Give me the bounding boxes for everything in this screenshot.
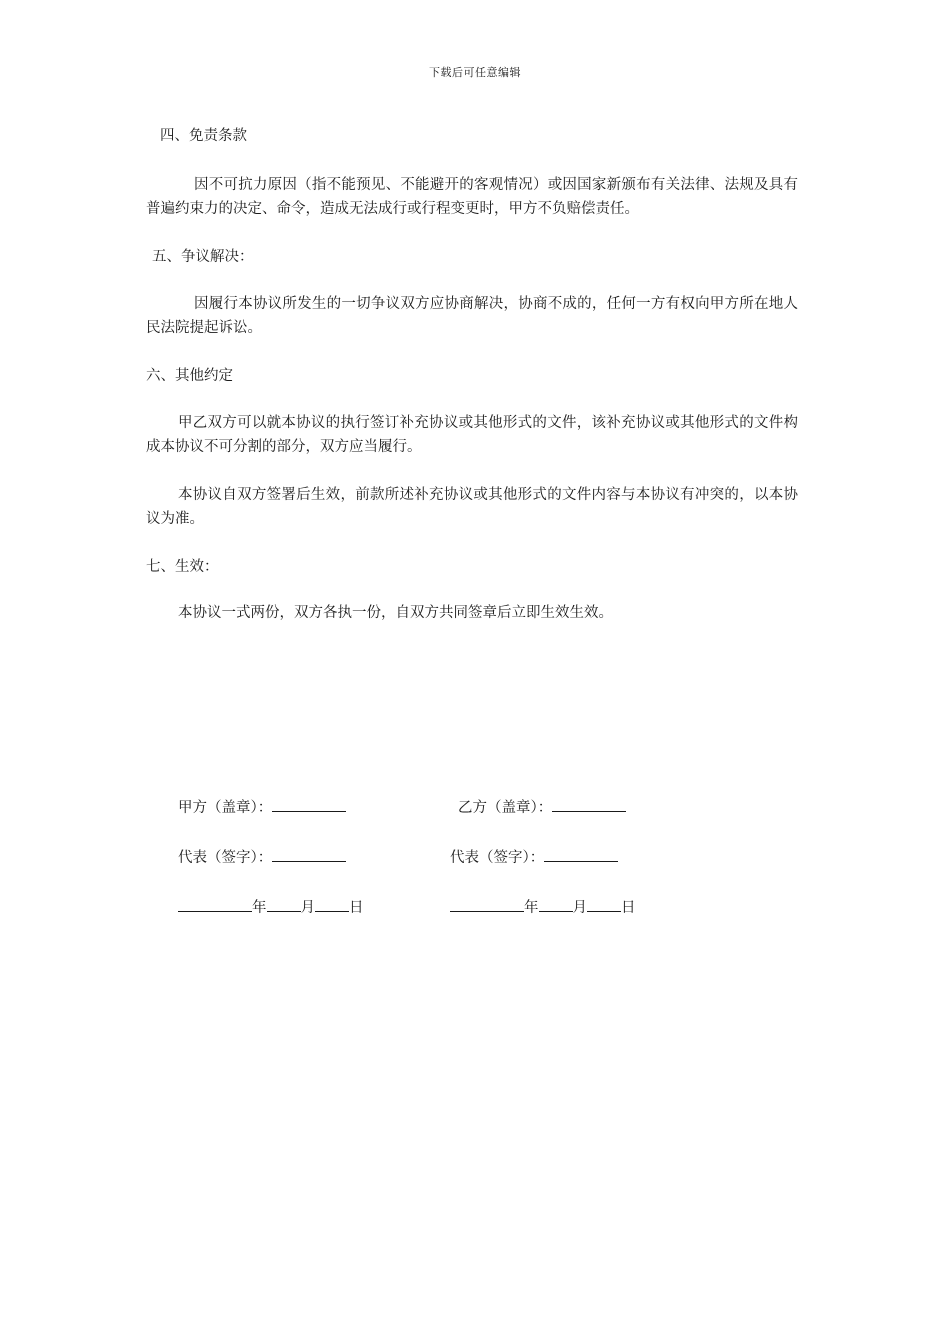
section-6-title: 六、其他约定 — [146, 368, 233, 384]
page-header: 下载后可任意编辑 — [429, 66, 521, 79]
party-b-seal-blank[interactable] — [552, 797, 626, 812]
party-a-seal-label: 甲方（盖章）： — [178, 800, 273, 816]
party-b-seal-label: 乙方（盖章）： — [458, 800, 553, 816]
party-a-date-line — [178, 897, 364, 919]
section-5-title: 五、争议解决： — [152, 249, 254, 265]
party-a-rep-blank[interactable] — [272, 847, 346, 862]
party-a-day-blank[interactable] — [315, 897, 349, 912]
party-a-day-label: 日 — [349, 900, 364, 916]
party-a-year-blank[interactable] — [178, 897, 252, 912]
party-a-rep-label: 代表（签字）： — [178, 850, 273, 866]
party-a-rep-line — [178, 847, 346, 869]
party-a-month-blank[interactable] — [267, 897, 301, 912]
party-b-year-label: 年 — [524, 900, 539, 916]
section-5-paragraph: 因履行本协议所发生的一切争议双方应协商解决，协商不成的，任何一方有权向甲方所在地人民法院提起诉讼。 — [146, 296, 798, 336]
section-7-paragraph: 本协议一式两份，双方各执一份，自双方共同签章后立即生效生效。 — [178, 605, 613, 621]
party-b-year-blank[interactable] — [450, 897, 524, 912]
party-b-month-label: 月 — [572, 900, 587, 916]
party-b-seal-line — [458, 797, 626, 819]
party-b-month-blank[interactable] — [539, 897, 573, 912]
party-a-seal-line — [178, 797, 346, 819]
party-b-day-label: 日 — [621, 900, 636, 916]
section-6-paragraph-1: 甲乙双方可以就本协议的执行签订补充协议或其他形式的文件，该补充协议或其他形式的文件构成本协议不可分割的部分，双方应当履行。 — [146, 415, 798, 455]
section-4-title: 四、免责条款 — [160, 128, 247, 144]
party-b-rep-label: 代表（签字）： — [450, 850, 545, 866]
party-b-rep-blank[interactable] — [544, 847, 618, 862]
section-7-title: 七、生效： — [146, 559, 219, 575]
section-4-paragraph: 因不可抗力原因（指不能预见、不能避开的客观情况）或因国家新颁布有关法律、法规及具有普遍约束力的决定、命令，造成无法成行或行程变更时，甲方不负赔偿责任。 — [146, 177, 798, 217]
party-b-date-line — [450, 897, 636, 919]
party-a-month-label: 月 — [300, 900, 315, 916]
party-a-year-label: 年 — [252, 900, 267, 916]
section-6-paragraph-2: 本协议自双方签署后生效，前款所述补充协议或其他形式的文件内容与本协议有冲突的，以本协议为准。 — [146, 487, 798, 527]
party-b-day-blank[interactable] — [587, 897, 621, 912]
party-b-rep-line — [450, 847, 618, 869]
party-a-seal-blank[interactable] — [272, 797, 346, 812]
